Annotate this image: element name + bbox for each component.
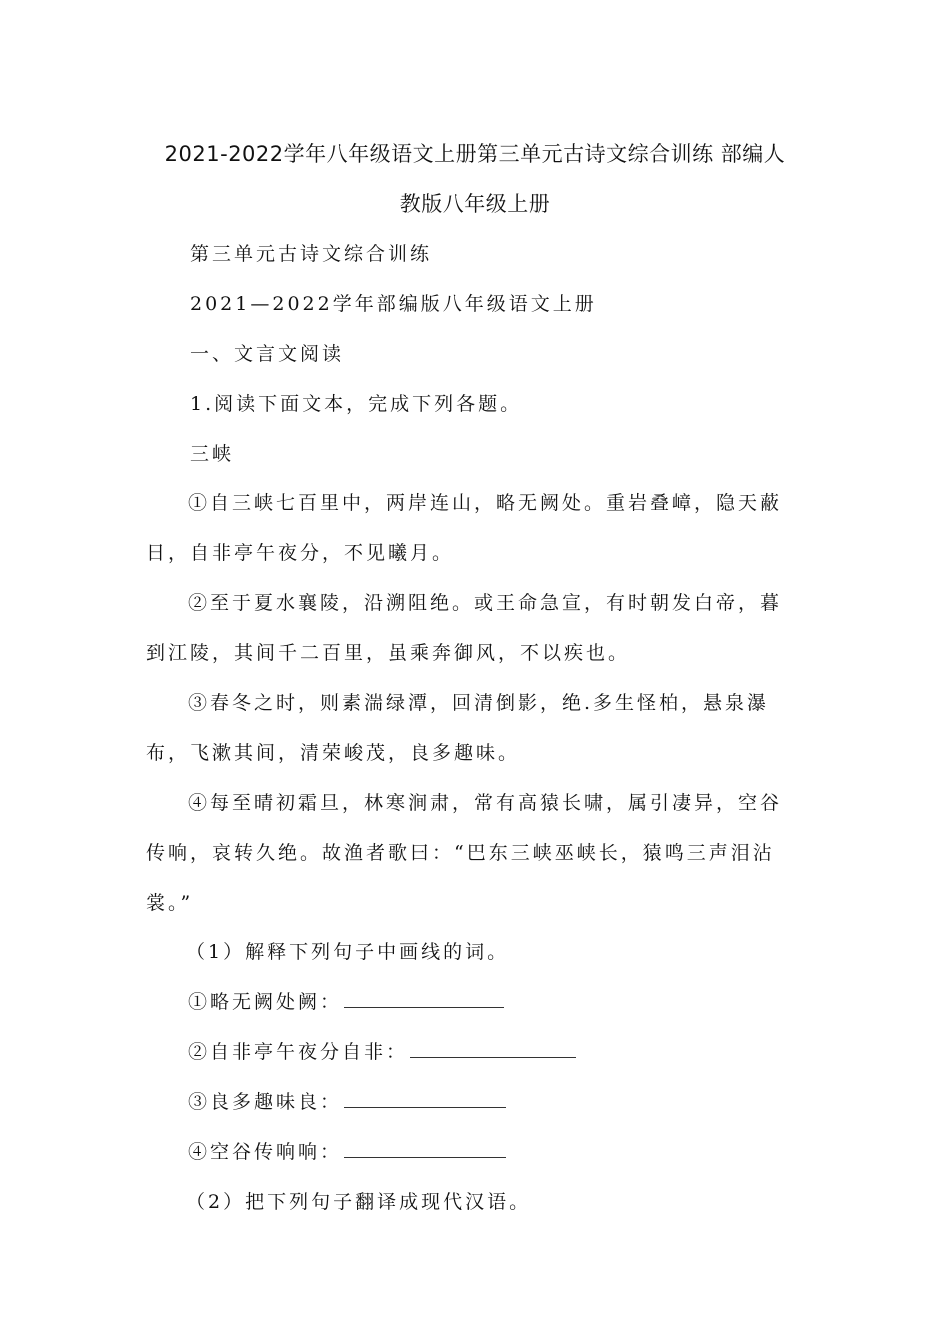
answer-blank-3[interactable] <box>344 1089 506 1108</box>
sub-question-2-prompt: （2）把下列句子翻译成现代汉语。 <box>186 1191 532 1213</box>
answer-item-1-label: ①略无阙处阙： <box>188 991 343 1013</box>
section-heading: 一、文言文阅读 <box>190 343 345 365</box>
answer-blank-2[interactable] <box>410 1039 576 1058</box>
document-title-line-2: 教版八年级上册 <box>399 192 551 216</box>
passage-paragraph-2-line-2: 到江陵，其间千二百里，虽乘奔御风，不以疾也。 <box>146 642 631 664</box>
passage-paragraph-4-line-2: 传响，哀转久绝。故渔者歌曰：“巴东三峡巫峡长，猿鸣三声泪沾 <box>146 842 775 864</box>
passage-paragraph-1-line-2: 日，自非亭午夜分，不见曦月。 <box>146 542 455 564</box>
sub-question-1-prompt: （1）解释下列句子中画线的词。 <box>186 941 510 963</box>
passage-paragraph-3-line-1: ③春冬之时，则素湍绿潭，回清倒影，绝.多生怪柏，悬泉瀑 <box>188 692 770 714</box>
passage-paragraph-4-line-3: 裳。” <box>146 892 194 914</box>
passage-paragraph-1-line-1: ①自三峡七百里中，两岸连山，略无阙处。重岩叠嶂，隐天蔽 <box>188 492 783 514</box>
passage-title: 三峡 <box>190 443 235 465</box>
answer-item-4-label: ④空谷传响响： <box>188 1141 343 1163</box>
answer-item-3 <box>188 1087 506 1114</box>
unit-subtitle: 第三单元古诗文综合训练 <box>190 243 433 265</box>
answer-item-1 <box>188 987 504 1014</box>
edition-line: 2021—2022学年部编版八年级语文上册 <box>190 293 597 315</box>
passage-paragraph-2-line-1: ②至于夏水襄陵，沿溯阻绝。或王命急宣，有时朝发白帝，暮 <box>188 592 783 614</box>
answer-item-3-label: ③良多趣味良： <box>188 1091 343 1113</box>
answer-blank-1[interactable] <box>344 989 504 1008</box>
answer-item-2-label: ②自非亭午夜分自非： <box>188 1041 409 1063</box>
answer-item-4 <box>188 1137 506 1164</box>
question-1-prompt: 1.阅读下面文本，完成下列各题。 <box>190 393 523 415</box>
answer-item-2 <box>188 1037 576 1064</box>
passage-paragraph-3-line-2: 布，飞漱其间，清荣峻茂，良多趣味。 <box>146 742 521 764</box>
document-title-line-1: 2021-2022学年八年级语文上册第三单元古诗文综合训练 部编人 <box>164 142 786 166</box>
passage-paragraph-4-line-1: ④每至晴初霜旦，林寒涧肃，常有高猿长啸，属引凄异，空谷 <box>188 792 783 814</box>
answer-blank-4[interactable] <box>344 1139 506 1158</box>
